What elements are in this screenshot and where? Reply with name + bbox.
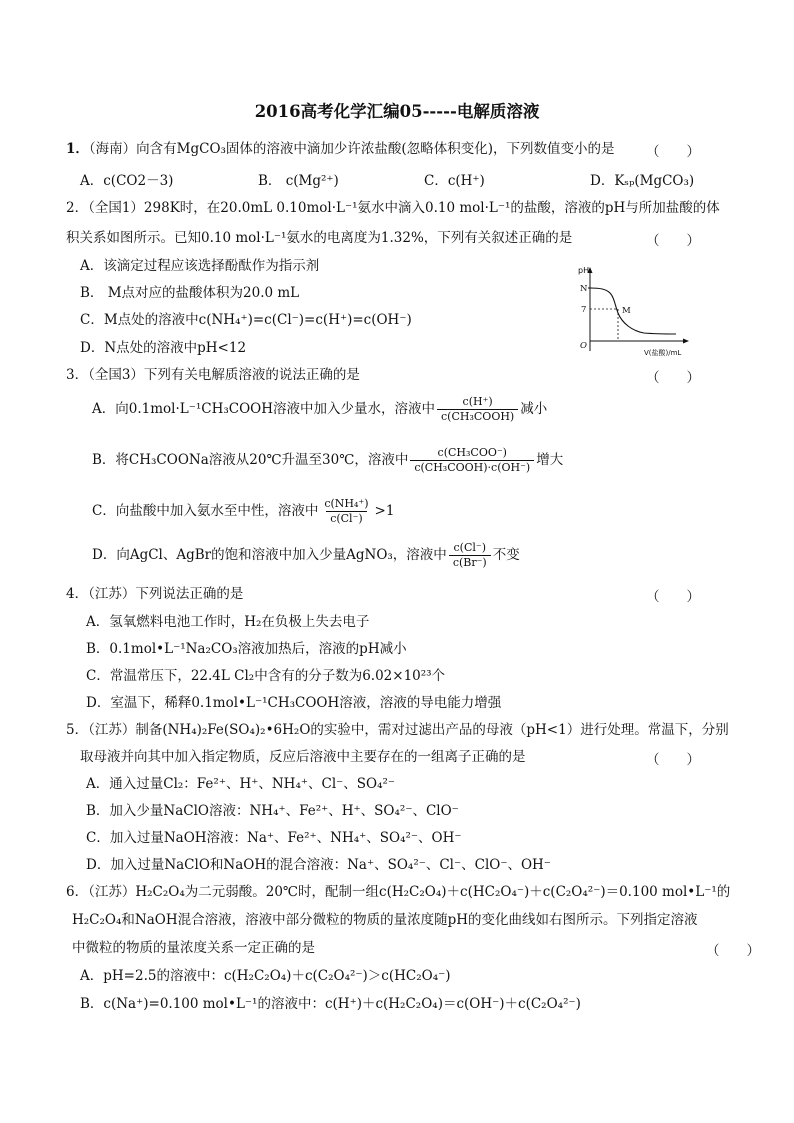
- q3-number: 3．: [66, 367, 89, 383]
- q3-c-denominator: c(Cl⁻): [326, 511, 366, 526]
- q3-b-prefix: B．将CH₃COONa溶液从20℃升温至30℃，溶液中: [92, 452, 409, 468]
- q1-answer-paren: （ ）: [646, 144, 700, 160]
- q4-option-d: D．室温下，稀释0.1mol•L⁻¹CH₃COOH溶液，溶液的导电能力增强: [86, 695, 502, 711]
- q2-titration-graph: [572, 263, 690, 359]
- q3-option-b: [92, 445, 563, 475]
- q2-option-d: D．N点处的溶液中pH<12: [80, 340, 247, 356]
- q6-stem-line1: [66, 883, 730, 901]
- q3-c-prefix: C．向盐酸中加入氨水至中性，溶液中: [92, 503, 319, 519]
- q3-stem: [66, 366, 360, 384]
- q5-option-a: A．通入过量Cl₂：Fe²⁺、H⁺、NH₄⁺、Cl⁻、SO₄²⁻: [86, 776, 396, 792]
- q4-option-c: C．常温常压下，22.4L Cl₂中含有的分子数为6.02×10²³个: [86, 668, 446, 684]
- q1-stem-text: （海南）向含有MgCO₃固体的溶液中滴加少许浓盐酸(忽略体积变化)，下列数值变小的是: [88, 141, 615, 157]
- q5-number: 5．: [66, 722, 89, 738]
- q1-option-d: D．Kₛₚ(MgCO₃): [590, 173, 695, 189]
- q4-stem: [66, 585, 243, 603]
- q2-option-b: B． M点对应的盐酸体积为20.0 mL: [80, 285, 300, 301]
- q6-answer-paren: （ ）: [706, 943, 760, 959]
- q3-a-prefix: A．向0.1mol·L⁻¹CH₃COOH溶液中加入少量水，溶液中: [92, 401, 436, 417]
- q6-stem-line3: 中微粒的物质的量浓度关系一定正确的是: [72, 940, 315, 956]
- q1-option-b: B． c(Mg²⁺): [258, 173, 339, 189]
- q1-option-a: A．c(CO2－3): [80, 173, 174, 189]
- q5-option-c: C．加入过量NaOH溶液：Na⁺、Fe²⁺、NH₄⁺、SO₄²⁻、OH⁻: [86, 830, 462, 846]
- q4-option-b: B．0.1mol•L⁻¹Na₂CO₃溶液加热后，溶液的pH减小: [86, 641, 407, 657]
- q3-a-denominator: c(CH₃COOH): [437, 409, 518, 424]
- graph-titration-curve: [590, 288, 676, 334]
- q4-answer-paren: （ ）: [646, 589, 700, 605]
- q3-stem-text: （全国3）下列有关电解质溶液的说法正确的是: [88, 367, 360, 383]
- page-title: 2016高考化学汇编05-----电解质溶液: [254, 102, 540, 121]
- q3-b-denominator: c(CH₃COOH)·c(OH⁻): [410, 460, 534, 475]
- graph-x-axis-label: V(盐酸)/mL: [644, 349, 682, 357]
- graph-y-axis-label: pH: [578, 266, 590, 275]
- q3-d-prefix: D．向AgCl、AgBr的饱和溶液中加入少量AgNO₃，溶液中: [92, 547, 447, 563]
- q6-stem-line2: H₂C₂O₄和NaOH混合溶液，溶液中部分微粒的物质的量浓度随pH的变化曲线如右图所示。下列指定溶液: [72, 912, 698, 928]
- q2-stem-line1: [66, 199, 720, 217]
- q2-stem-line2: 积关系如图所示。已知0.10 mol·L⁻¹氨水的电离度为1.32%，下列有关叙述正确的是: [66, 230, 573, 246]
- q2-option-a: A．该滴定过程应该选择酚酞作为指示剂: [80, 258, 320, 274]
- q3-c-suffix: >1: [374, 503, 395, 519]
- q3-d-denominator: c(Br⁻): [449, 555, 491, 570]
- q3-option-d: [92, 540, 520, 570]
- q3-b-numerator: c(CH₃COO⁻): [437, 446, 507, 459]
- q3-b-suffix: 增大: [536, 452, 564, 468]
- q2-answer-paren: （ ）: [646, 233, 700, 249]
- q5-stem-text1: （江苏）制备(NH₄)₂Fe(SO₄)₂•6H₂O的实验中，需对过滤出产品的母液（pH<1）进行处理。常温下，分别: [88, 722, 729, 738]
- q1-stem: [66, 140, 614, 158]
- graph-7-label: 7: [581, 305, 587, 315]
- q4-number: 4．: [66, 586, 89, 602]
- q3-a-numerator: c(H⁺): [462, 395, 493, 408]
- q5-option-d: D．加入过量NaClO和NaOH的混合溶液：Na⁺、SO₄²⁻、Cl⁻、ClO⁻、OH⁻: [86, 857, 551, 873]
- graph-n-label: N: [580, 284, 588, 294]
- q2-number: 2．: [66, 200, 89, 216]
- q3-option-c: [92, 496, 394, 526]
- q4-stem-text: （江苏）下列说法正确的是: [88, 586, 244, 602]
- q3-a-fraction: [437, 395, 518, 424]
- q3-d-suffix: 不变: [492, 547, 520, 563]
- q3-d-numerator: c(Cl⁻): [453, 541, 486, 554]
- q3-c-fraction: [320, 497, 372, 526]
- q3-answer-paren: （ ）: [646, 370, 700, 386]
- q6-stem-text1: （江苏）H₂C₂O₄为二元弱酸。20℃时，配制一组c(H₂C₂O₄)＋c(HC₂O₄⁻)＋c(C₂O₄²⁻)＝0.100 mol•L⁻¹的: [88, 884, 731, 900]
- q3-a-suffix: 减小: [520, 401, 548, 417]
- graph-m-label: M: [622, 306, 631, 316]
- q5-answer-paren: （ ）: [646, 752, 700, 768]
- q6-number: 6．: [66, 884, 89, 900]
- q2-option-c: C．M点处的溶液中c(NH₄⁺)=c(Cl⁻)=c(H⁺)=c(OH⁻): [80, 312, 412, 328]
- q3-option-a: [92, 394, 547, 424]
- q3-b-fraction: [410, 446, 534, 475]
- q5-option-b: B．加入少量NaClO溶液：NH₄⁺、Fe²⁺、H⁺、SO₄²⁻、ClO⁻: [86, 803, 459, 819]
- q6-option-a: A．pH=2.5的溶液中：c(H₂C₂O₄)＋c(C₂O₄²⁻)＞c(HC₂O₄⁻): [80, 968, 451, 984]
- graph-x-arrow: [683, 339, 689, 344]
- graph-origin-label: O: [580, 341, 587, 351]
- q2-stem-text1: （全国1）298K时，在20.0mL 0.10mol·L⁻¹氨水中滴入0.10 mol·L⁻¹的盐酸，溶液的pH与所加盐酸的体: [88, 200, 720, 216]
- q6-option-b: B．c(Na⁺)=0.100 mol•L⁻¹的溶液中：c(H⁺)＋c(H₂C₂O₄)＝c(OH⁻)＋c(C₂O₄²⁻): [80, 996, 581, 1012]
- q1-number: 1．: [66, 141, 89, 157]
- q5-stem-line1: [66, 721, 729, 739]
- q5-stem-line2: 取母液并向其中加入指定物质，反应后溶液中主要存在的一组离子正确的是: [80, 749, 526, 765]
- q4-option-a: A．氢氧燃料电池工作时，H₂在负极上失去电子: [86, 614, 370, 630]
- q3-d-fraction: [449, 541, 491, 570]
- q1-option-c: C．c(H⁺): [424, 173, 485, 189]
- q3-c-numerator: c(NH₄⁺): [324, 497, 369, 510]
